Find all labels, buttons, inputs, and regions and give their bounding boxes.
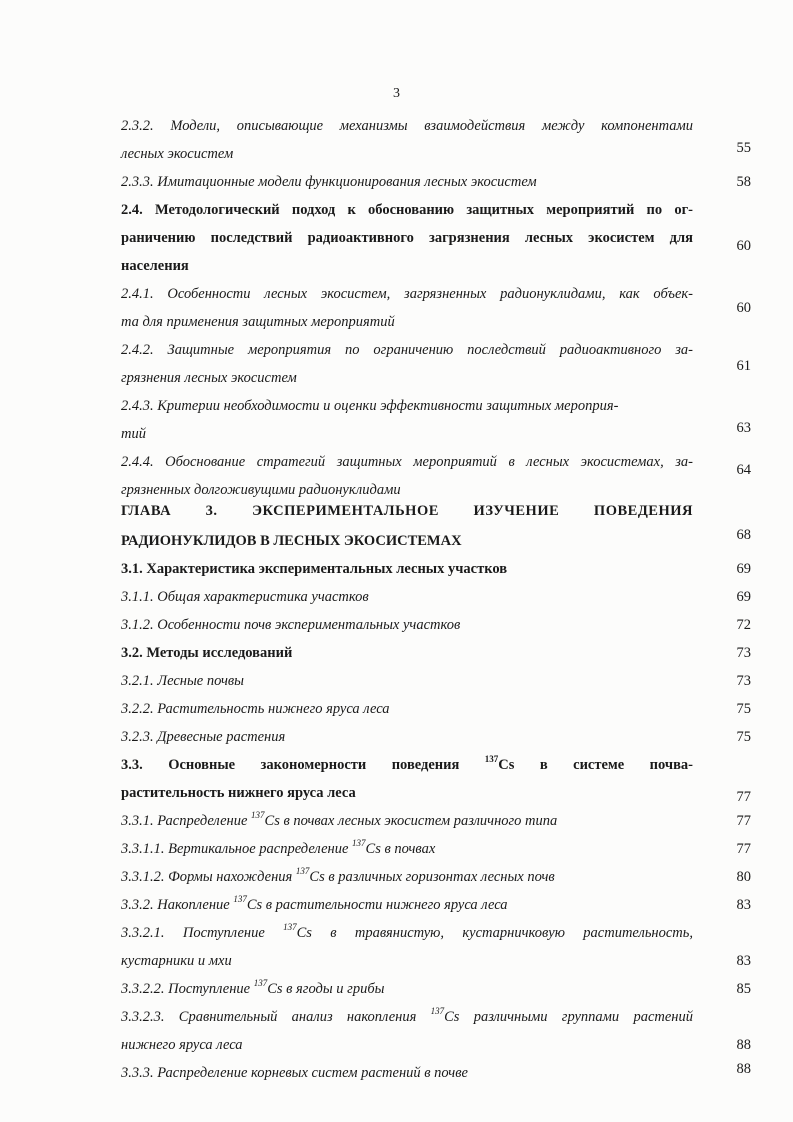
toc-entry-text: 3.3.1.2. Формы нахождения bbox=[121, 869, 296, 885]
toc-page-number: 77 bbox=[736, 813, 751, 829]
toc-entry-text: ГЛАВА 3. ЭКСПЕРИМЕНТАЛЬНОЕ ИЗУЧЕНИЕ ПОВЕДЕНИЯ bbox=[121, 504, 693, 519]
toc-entry-text: тий bbox=[121, 426, 146, 442]
toc-entry-text: Cs в системе почва- bbox=[498, 757, 693, 773]
toc-entry-text: Cs в почвах лесных экосистем различного типа bbox=[264, 813, 558, 829]
toc-page-number: 83 bbox=[736, 897, 751, 913]
toc-page-number: 60 bbox=[736, 238, 751, 254]
toc-entry-text: 2.4.4. Обоснование стратегий защитных мероприятий в лесных экосистемах, за- bbox=[121, 454, 693, 470]
toc-entry-text: 3.3.2. Накопление bbox=[121, 897, 234, 913]
toc-entry-text: 3.1.1. Общая характеристика участков bbox=[121, 589, 369, 605]
toc-page-number: 75 bbox=[736, 701, 751, 717]
isotope-superscript: 137 bbox=[233, 894, 247, 904]
toc-page-number: 85 bbox=[736, 981, 751, 997]
toc-entry-text: 3.3.2.2. Поступление bbox=[121, 981, 254, 997]
toc-entry bbox=[121, 975, 751, 1003]
toc-entry bbox=[121, 639, 751, 667]
toc-page-number: 55 bbox=[736, 140, 751, 156]
toc-entry-line bbox=[121, 919, 693, 947]
toc-entry bbox=[121, 112, 751, 168]
toc-entry bbox=[121, 280, 751, 336]
toc-entry-text: 3.1. Характеристика экспериментальных лесных участков bbox=[121, 561, 508, 577]
toc-entry-text: нижнего яруса леса bbox=[121, 1037, 243, 1053]
toc-entry-text: 3.3.1. Распределение bbox=[121, 813, 252, 829]
toc-entry-line bbox=[121, 891, 693, 919]
toc-entry-chapter bbox=[121, 504, 751, 555]
toc-entry bbox=[121, 891, 751, 919]
toc-entry-text: та для применения защитных мероприятий bbox=[121, 314, 395, 330]
toc-entry-text: Cs различными группами растений bbox=[444, 1009, 693, 1025]
toc-entry-text: 3.3.2.3. Сравнительный анализ накопления bbox=[121, 1009, 431, 1025]
toc-entry-text: лесных экосистем bbox=[121, 146, 234, 162]
toc-entry bbox=[121, 168, 751, 196]
toc-entry-text: растительность нижнего яруса леса bbox=[121, 785, 356, 801]
toc-page-number: 61 bbox=[736, 358, 751, 374]
toc-entry-text: Cs в различных горизонтах лесных почв bbox=[309, 869, 555, 885]
toc-page-number: 73 bbox=[736, 673, 751, 689]
toc-entry-text: кустарники и мхи bbox=[121, 953, 232, 969]
toc-entry bbox=[121, 196, 751, 280]
toc-page-number: 88 bbox=[736, 1037, 751, 1053]
toc-entry-text: 3.1.2. Особенности почв экспериментальных участков bbox=[121, 617, 461, 633]
toc-entry-text: Cs в травянистую, кустарничковую растительность, bbox=[296, 925, 693, 941]
toc-entry-text: 2.4.1. Особенности лесных экосистем, загрязненных радионуклидами, как объек- bbox=[121, 286, 693, 302]
toc-entry-text: Cs в ягоды и грибы bbox=[267, 981, 385, 997]
toc-page-number: 73 bbox=[736, 645, 751, 661]
toc-entry-text: грязненных долгоживущими радионуклидами bbox=[121, 482, 401, 498]
toc-entry-text: грязнения лесных экосистем bbox=[121, 370, 297, 386]
toc-entry-text: 2.4. Методологический подход к обоснованию защитных мероприятий по ог- bbox=[121, 202, 693, 218]
toc-page-number: 80 bbox=[736, 869, 751, 885]
toc-entry bbox=[121, 863, 751, 891]
toc-entry bbox=[121, 807, 751, 835]
toc-page-number: 68 bbox=[736, 527, 751, 543]
toc-page-number: 64 bbox=[736, 462, 751, 478]
toc-entry-text: 2.4.2. Защитные мероприятия по ограничению последствий радиоактивного за- bbox=[121, 342, 693, 358]
toc-entry-text: 3.3.3. Распределение корневых систем растений в почве bbox=[121, 1065, 468, 1081]
toc-page-number: 58 bbox=[736, 174, 751, 190]
toc-entry bbox=[121, 751, 751, 807]
toc-entry-line bbox=[121, 835, 693, 863]
toc-page-number: 69 bbox=[736, 589, 751, 605]
toc-entry-text: раничению последствий радиоактивного загрязнения лесных экосистем для bbox=[121, 230, 693, 246]
toc-page-number: 60 bbox=[736, 300, 751, 316]
toc-page-number: 77 bbox=[736, 841, 751, 857]
toc-page-number: 72 bbox=[736, 617, 751, 633]
isotope-superscript: 137 bbox=[253, 978, 268, 988]
isotope-superscript: 137 bbox=[283, 922, 297, 932]
toc-entry-text: 3.2. Методы исследований bbox=[121, 645, 293, 661]
page-number: 3 bbox=[393, 86, 400, 101]
toc-page-number: 88 bbox=[736, 1061, 751, 1077]
toc-entry bbox=[121, 336, 751, 392]
toc-entry-line bbox=[121, 1003, 693, 1031]
toc-entry-text: 3.2.1. Лесные почвы bbox=[121, 673, 244, 689]
isotope-superscript: 137 bbox=[251, 810, 265, 820]
toc-entry bbox=[121, 667, 751, 695]
toc-entry-line bbox=[121, 807, 693, 835]
isotope-superscript: 137 bbox=[484, 754, 499, 764]
toc-entry bbox=[121, 448, 751, 504]
toc-entry-text: 3.3.2.1. Поступление bbox=[121, 925, 284, 941]
toc-page-number: 63 bbox=[736, 420, 751, 436]
toc-entry-text: 3.3.1.1. Вертикальное распределение bbox=[121, 841, 353, 857]
toc-page-number: 75 bbox=[736, 729, 751, 745]
toc-entry-text: Cs в почвах bbox=[365, 841, 436, 857]
toc-entry-line bbox=[121, 975, 693, 1003]
toc-entry-text: населения bbox=[121, 258, 189, 274]
toc-page-number: 83 bbox=[736, 953, 751, 969]
isotope-superscript: 137 bbox=[295, 866, 310, 876]
toc-entry-text: 2.3.3. Имитационные модели функционирования лесных экосистем bbox=[121, 174, 537, 190]
toc-entry-text: Cs в растительности нижнего яруса леса bbox=[246, 897, 508, 913]
isotope-superscript: 137 bbox=[430, 1006, 445, 1016]
toc-page-number: 77 bbox=[736, 789, 751, 805]
toc-entry bbox=[121, 555, 751, 583]
toc-entry bbox=[121, 695, 751, 723]
toc-entry-text: 3.2.3. Древесные растения bbox=[121, 729, 286, 745]
isotope-superscript: 137 bbox=[352, 838, 366, 848]
toc-entry bbox=[121, 723, 751, 751]
table-of-contents bbox=[121, 112, 751, 1087]
toc-entry-line bbox=[121, 751, 693, 779]
toc-entry-text: 2.3.2. Модели, описывающие механизмы взаимодействия между компонентами bbox=[121, 118, 693, 134]
toc-entry bbox=[121, 1003, 751, 1059]
toc-entry bbox=[121, 835, 751, 863]
toc-entry-line bbox=[121, 863, 693, 891]
toc-entry-text: 2.4.3. Критерии необходимости и оценки эффективности защитных мероприя- bbox=[121, 398, 619, 414]
toc-entry-text: 3.2.2. Растительность нижнего яруса леса bbox=[121, 701, 390, 717]
toc-entry bbox=[121, 919, 751, 975]
toc-entry bbox=[121, 611, 751, 639]
toc-page-number: 69 bbox=[736, 561, 751, 577]
toc-entry bbox=[121, 583, 751, 611]
toc-entry-text: РАДИОНУКЛИДОВ В ЛЕСНЫХ ЭКОСИСТЕМАХ bbox=[121, 533, 462, 549]
toc-entry-text: 3.3. Основные закономерности поведения bbox=[121, 757, 485, 773]
toc-entry bbox=[121, 392, 751, 448]
toc-entry bbox=[121, 1059, 751, 1087]
